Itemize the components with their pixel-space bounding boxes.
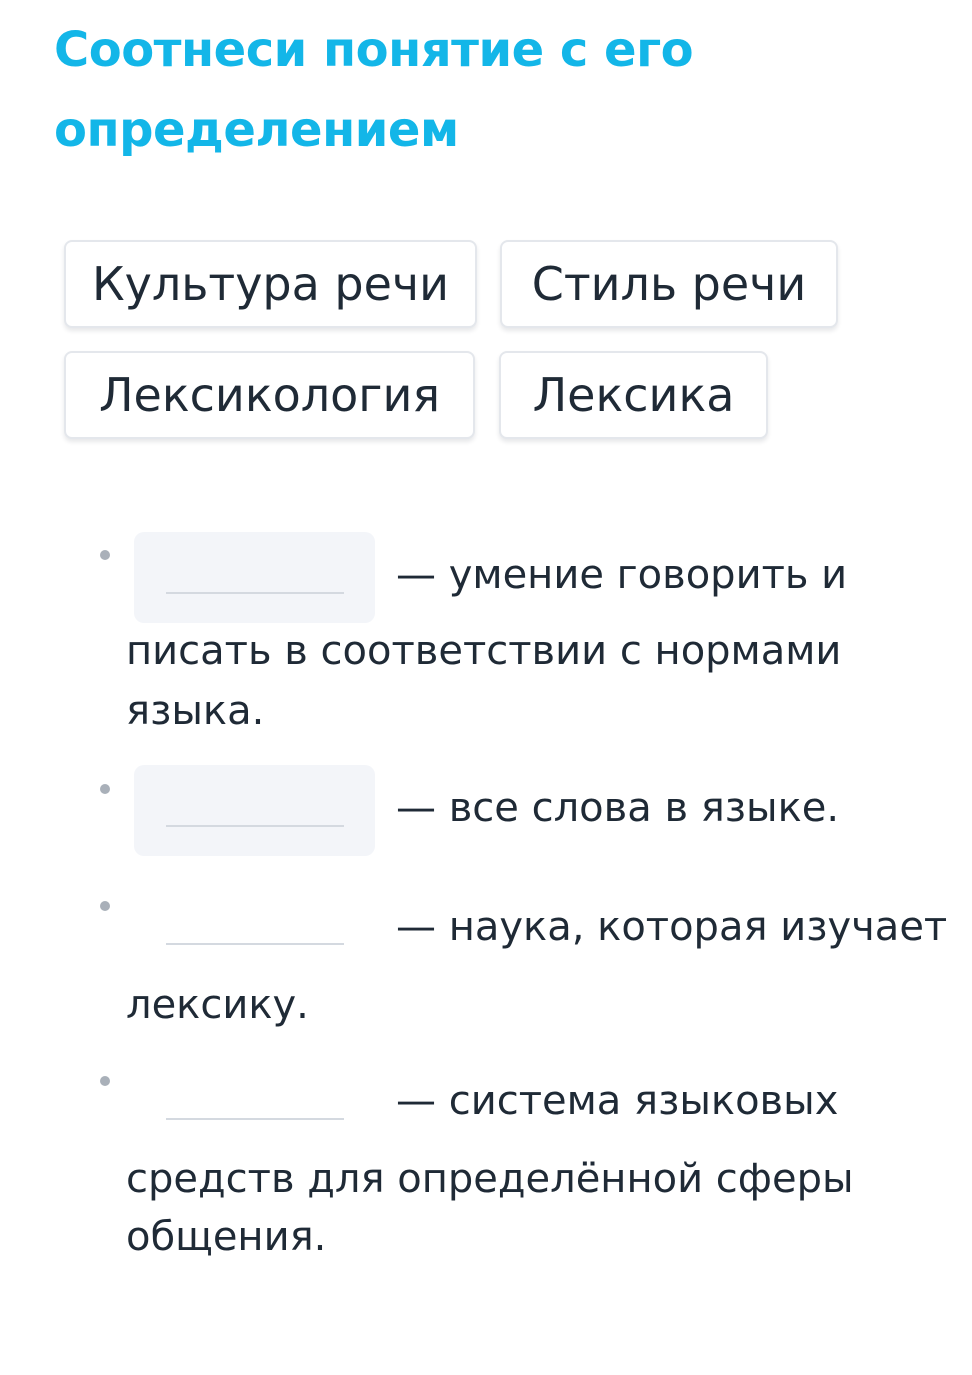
option-chip-label: Культура речи <box>92 257 449 311</box>
definition-3-line-1: — наука, которая изучает <box>396 904 948 950</box>
option-chip-label: Лексика <box>532 368 735 422</box>
drop-slot-underline <box>166 943 344 945</box>
drop-slot-2[interactable] <box>134 765 375 856</box>
option-chip-lexicon[interactable] <box>499 351 768 439</box>
option-chip-culture-of-speech[interactable] <box>64 240 477 328</box>
definition-4-line-2: средств для определённой сферы <box>126 1156 854 1202</box>
drop-slot-1[interactable] <box>134 532 375 623</box>
option-chip-label: Стиль речи <box>531 257 807 311</box>
list-bullet-3 <box>100 901 110 911</box>
drop-slot-underline <box>166 592 344 594</box>
definition-1-line-2: писать в соответствии с нормами <box>126 628 842 674</box>
definition-3-line-2: лексику. <box>126 982 309 1028</box>
drop-slot-3[interactable] <box>134 883 375 974</box>
definition-1-line-1: — умение говорить и <box>396 552 848 598</box>
definition-4-line-3: общения. <box>126 1214 327 1260</box>
option-chip-lexicology[interactable] <box>64 351 475 439</box>
list-bullet-4 <box>100 1076 110 1086</box>
definition-1-line-3: языка. <box>126 688 265 734</box>
option-chip-speech-style[interactable] <box>500 240 838 328</box>
page-title-line-2: определением <box>54 102 459 158</box>
drop-slot-4[interactable] <box>134 1058 375 1149</box>
drop-slot-underline <box>166 1118 344 1120</box>
definition-4-line-1: — система языковых <box>396 1078 839 1124</box>
option-chip-label: Лексикология <box>98 368 441 422</box>
list-bullet-1 <box>100 550 110 560</box>
page-title-line-1: Соотнеси понятие с его <box>54 22 694 78</box>
definition-2-line-1: — все слова в языке. <box>396 785 840 831</box>
list-bullet-2 <box>100 784 110 794</box>
page-title <box>54 10 914 170</box>
drop-slot-underline <box>166 825 344 827</box>
